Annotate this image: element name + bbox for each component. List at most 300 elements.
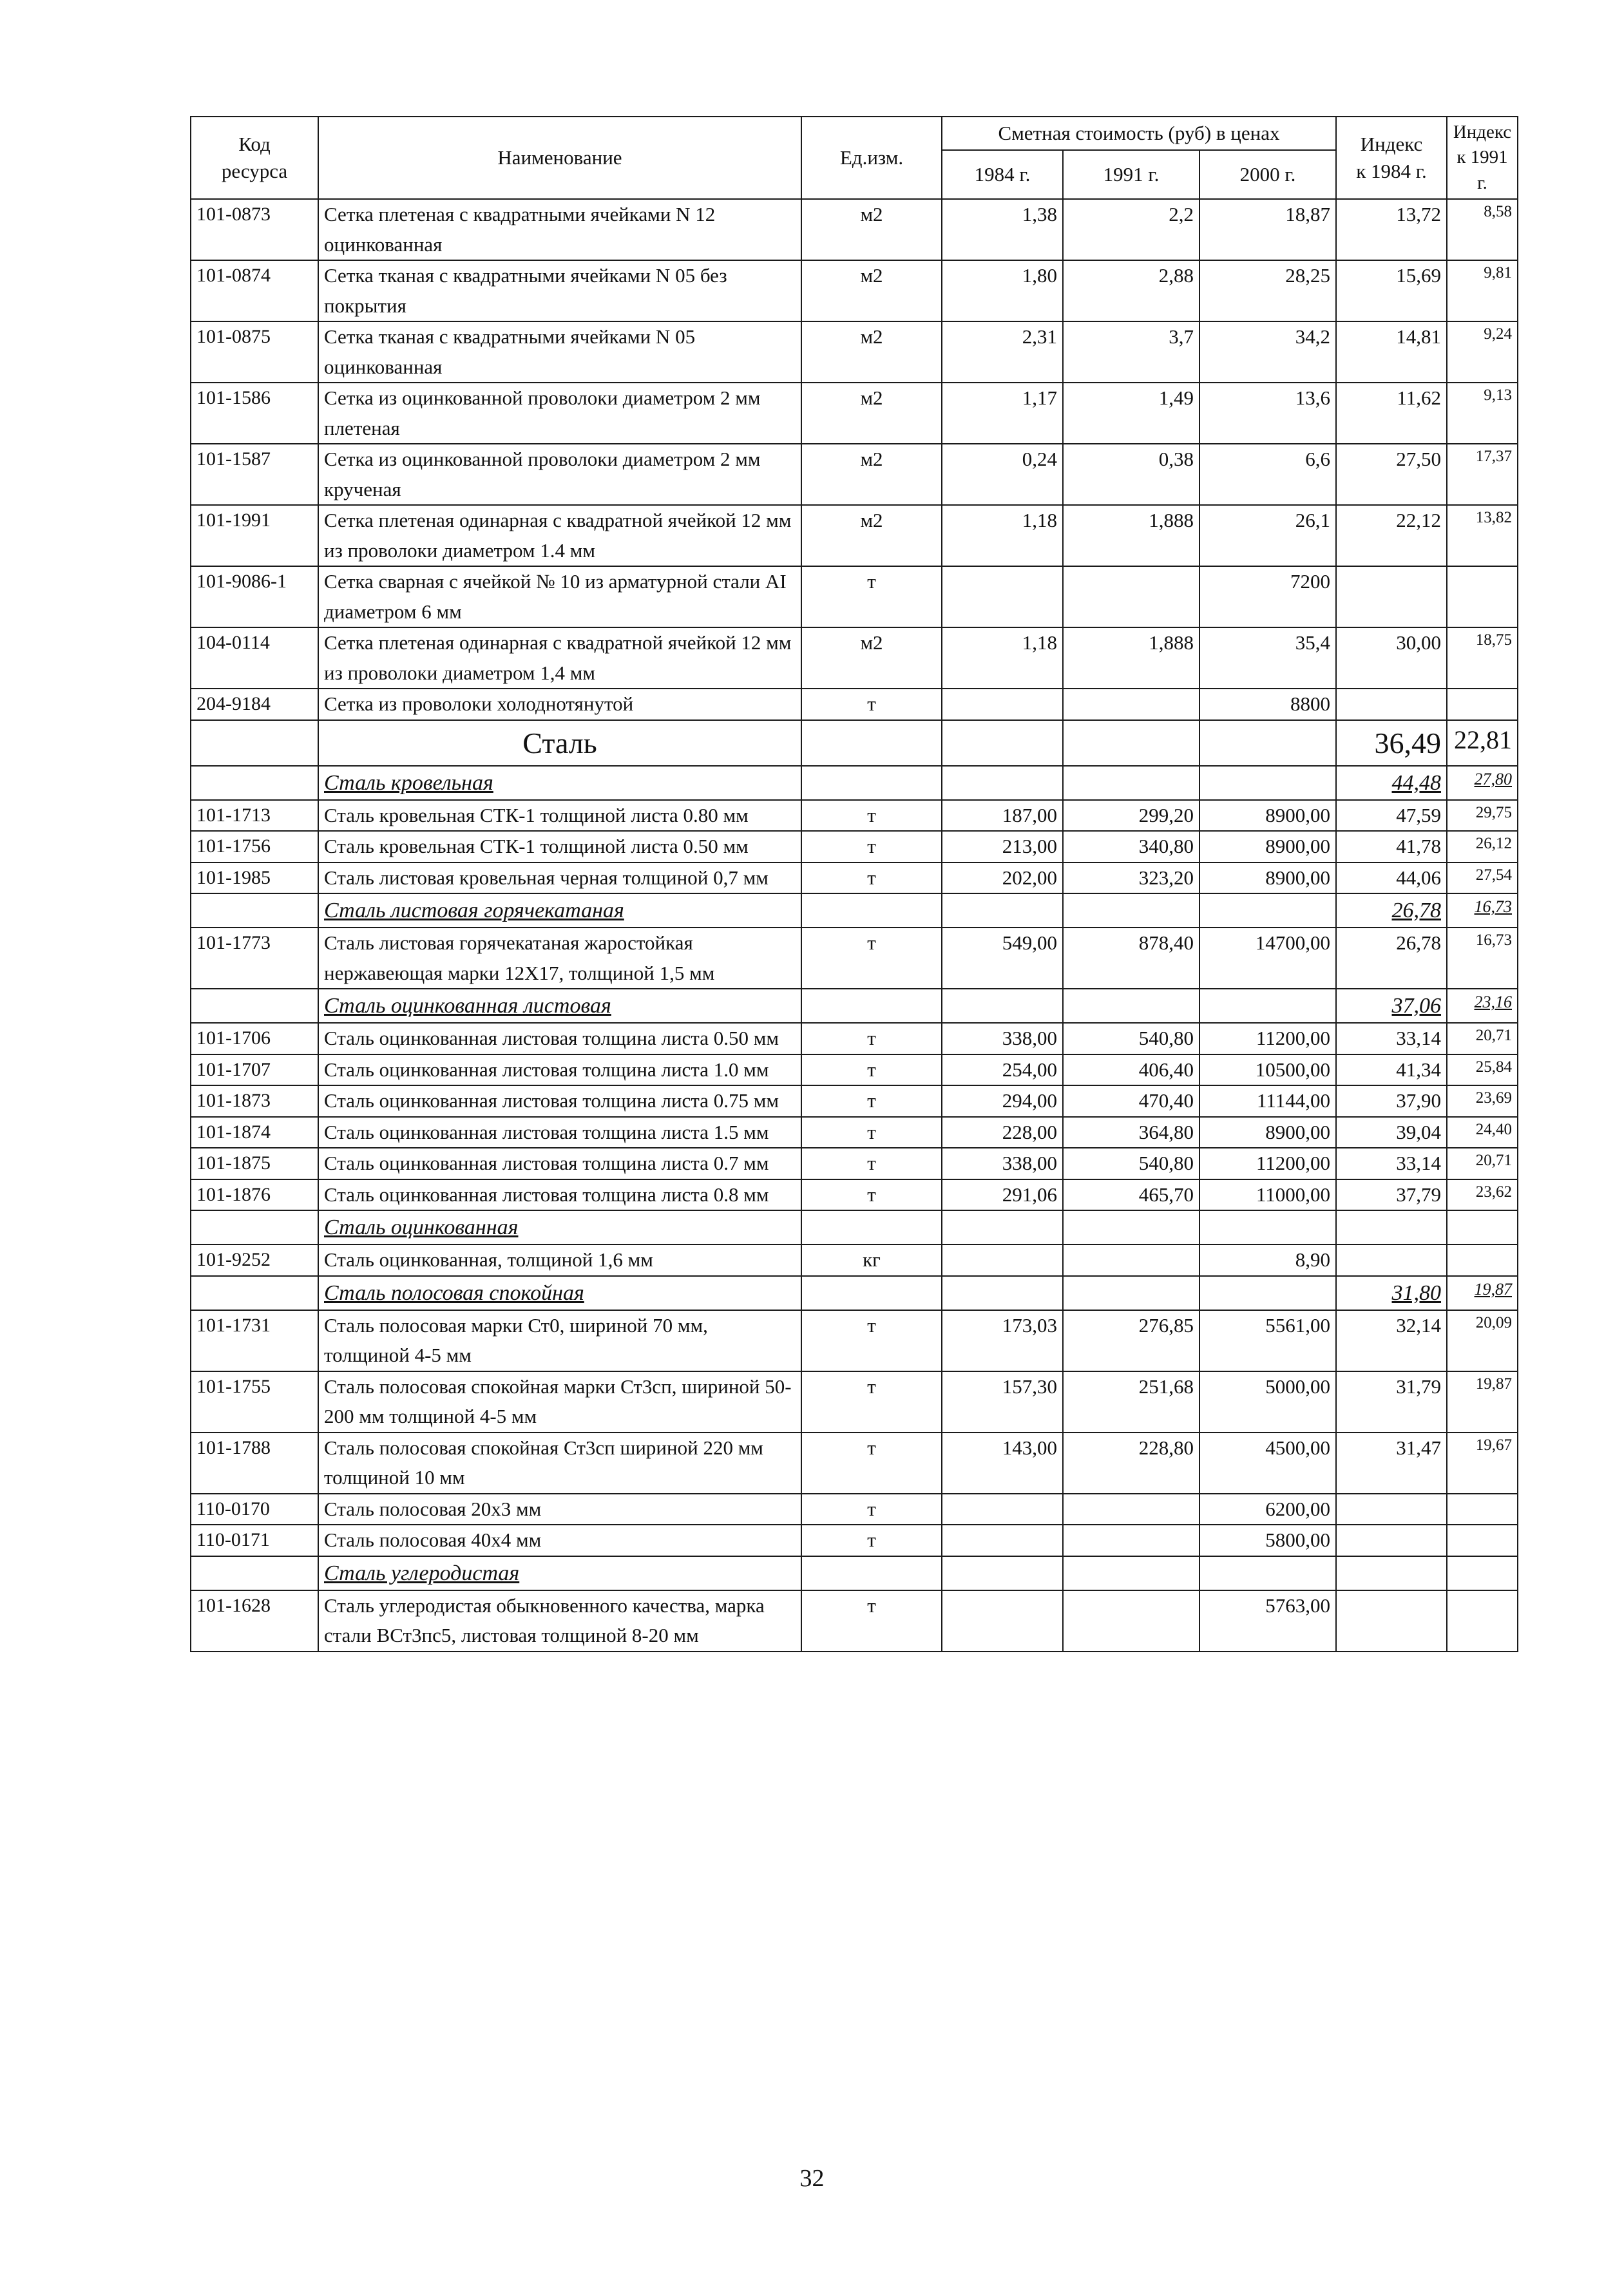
table-row (191, 1244, 1518, 1276)
resource-name: Сталь полосовая спокойная Ст3сп шириной 220 мм толщиной 10 мм (318, 1433, 801, 1494)
cost-2000: 6200,00 (1199, 1494, 1336, 1525)
unit-cell: т (801, 831, 942, 862)
resource-name: Сталь оцинкованная листовая толщина листа 0.75 мм (318, 1085, 801, 1117)
cost-2000: 26,1 (1199, 505, 1336, 566)
resource-code: 101-1985 (191, 862, 318, 894)
resource-code: 101-1876 (191, 1179, 318, 1211)
cost-2000: 28,25 (1199, 260, 1336, 321)
cost-1991: 340,80 (1063, 831, 1199, 862)
cost-1991: 540,80 (1063, 1023, 1199, 1054)
index-1984: 11,62 (1336, 383, 1447, 444)
index-1984: 30,00 (1336, 627, 1447, 689)
header-year-1984: 1984 г. (942, 150, 1063, 199)
cost-1991: 2,2 (1063, 199, 1199, 260)
resource-name: Сталь полосовая 20х3 мм (318, 1494, 801, 1525)
index-1991: 9,81 (1447, 260, 1518, 321)
subsection-spacer (801, 766, 942, 800)
resource-name: Сетка из оцинкованной проволоки диаметром 2 мм крученая (318, 444, 801, 505)
header-unit: Ед.изм. (801, 117, 942, 199)
index-1991: 27,54 (1447, 862, 1518, 894)
subsection-index-1984: 26,78 (1336, 893, 1447, 928)
cost-1984: 1,17 (942, 383, 1063, 444)
cost-1991: 1,49 (1063, 383, 1199, 444)
index-1991: 23,69 (1447, 1085, 1518, 1117)
index-1984: 44,06 (1336, 862, 1447, 894)
index-1991: 24,40 (1447, 1117, 1518, 1148)
resource-code: 101-1756 (191, 831, 318, 862)
cost-1991: 228,80 (1063, 1433, 1199, 1494)
resource-name: Сталь оцинкованная, толщиной 1,6 мм (318, 1244, 801, 1276)
subsection-spacer (942, 766, 1063, 800)
index-1991: 9,24 (1447, 321, 1518, 383)
cost-1991: 470,40 (1063, 1085, 1199, 1117)
table-row (191, 1023, 1518, 1054)
resource-code: 101-0873 (191, 199, 318, 260)
table-row (191, 862, 1518, 894)
cost-2000: 8,90 (1199, 1244, 1336, 1276)
table-row (191, 1590, 1518, 1652)
subsection-spacer (801, 1276, 942, 1310)
section-spacer (942, 720, 1063, 766)
index-1991: 25,84 (1447, 1054, 1518, 1086)
section-index-1991: 22,81 (1447, 720, 1518, 766)
resource-code: 101-1731 (191, 1310, 318, 1371)
index-1991 (1447, 689, 1518, 720)
unit-cell: т (801, 1117, 942, 1148)
table-row (191, 627, 1518, 689)
index-1984: 33,14 (1336, 1023, 1447, 1054)
cost-1991: 2,88 (1063, 260, 1199, 321)
index-1984: 14,81 (1336, 321, 1447, 383)
resource-code: 101-1788 (191, 1433, 318, 1494)
cost-1991 (1063, 1525, 1199, 1556)
table-row (191, 1148, 1518, 1179)
index-1991: 26,12 (1447, 831, 1518, 862)
cost-1984: 338,00 (942, 1148, 1063, 1179)
index-1991: 20,09 (1447, 1310, 1518, 1371)
unit-cell: т (801, 689, 942, 720)
index-1984 (1336, 566, 1447, 627)
table-row (191, 199, 1518, 260)
subsection-spacer (1199, 989, 1336, 1023)
index-1984 (1336, 1590, 1447, 1652)
table-row (191, 689, 1518, 720)
unit-cell: м2 (801, 627, 942, 689)
section-spacer (1199, 720, 1336, 766)
cost-1991: 406,40 (1063, 1054, 1199, 1086)
resource-code: 101-9252 (191, 1244, 318, 1276)
cost-1984: 338,00 (942, 1023, 1063, 1054)
resource-code: 101-1874 (191, 1117, 318, 1148)
unit-cell: т (801, 1023, 942, 1054)
cost-1991 (1063, 1590, 1199, 1652)
cost-2000: 8900,00 (1199, 831, 1336, 862)
table-header (191, 117, 1518, 199)
cost-1984: 143,00 (942, 1433, 1063, 1494)
index-1984 (1336, 1244, 1447, 1276)
index-1984: 47,59 (1336, 800, 1447, 832)
cost-2000: 7200 (1199, 566, 1336, 627)
cost-2000: 5763,00 (1199, 1590, 1336, 1652)
subsection-row (191, 1276, 1518, 1310)
resource-code: 101-1873 (191, 1085, 318, 1117)
cost-1984: 213,00 (942, 831, 1063, 862)
index-1984 (1336, 1525, 1447, 1556)
index-1984: 15,69 (1336, 260, 1447, 321)
table-row (191, 1310, 1518, 1371)
table-row (191, 505, 1518, 566)
resource-name: Сетка плетеная с квадратными ячейками N 12 оцинкованная (318, 199, 801, 260)
index-1991 (1447, 1494, 1518, 1525)
subsection-spacer (191, 766, 318, 800)
resource-name: Сталь оцинкованная листовая толщина листа 0.50 мм (318, 1023, 801, 1054)
header-name: Наименование (318, 117, 801, 199)
index-1984: 37,79 (1336, 1179, 1447, 1211)
table-row (191, 1179, 1518, 1211)
subsection-spacer (1063, 1556, 1199, 1590)
index-1991: 8,58 (1447, 199, 1518, 260)
unit-cell: м2 (801, 444, 942, 505)
unit-cell: т (801, 1085, 942, 1117)
subsection-title: Сталь оцинкованная листовая (318, 989, 801, 1023)
cost-2000: 11000,00 (1199, 1179, 1336, 1211)
subsection-index-1984: 37,06 (1336, 989, 1447, 1023)
resource-name: Сетка плетеная одинарная с квадратной ячейкой 12 мм из проволоки диаметром 1.4 мм (318, 505, 801, 566)
cost-1991: 878,40 (1063, 928, 1199, 989)
resource-code: 101-0875 (191, 321, 318, 383)
cost-1984: 1,80 (942, 260, 1063, 321)
cost-1984: 202,00 (942, 862, 1063, 894)
subsection-spacer (801, 1556, 942, 1590)
cost-1984 (942, 1244, 1063, 1276)
subsection-spacer (1063, 893, 1199, 928)
index-1984: 31,47 (1336, 1433, 1447, 1494)
cost-2000: 11200,00 (1199, 1148, 1336, 1179)
unit-cell: м2 (801, 383, 942, 444)
index-1984 (1336, 1494, 1447, 1525)
subsection-spacer (1199, 1556, 1336, 1590)
table-row (191, 831, 1518, 862)
cost-1984 (942, 1590, 1063, 1652)
cost-1984: 294,00 (942, 1085, 1063, 1117)
subsection-index-1991: 19,87 (1447, 1276, 1518, 1310)
cost-1984 (942, 566, 1063, 627)
subsection-index-1991: 27,80 (1447, 766, 1518, 800)
subsection-spacer (191, 893, 318, 928)
resource-name: Сталь оцинкованная листовая толщина листа 1.5 мм (318, 1117, 801, 1148)
subsection-title: Сталь кровельная (318, 766, 801, 800)
subsection-index-1984 (1336, 1556, 1447, 1590)
cost-2000: 5561,00 (1199, 1310, 1336, 1371)
index-1984: 22,12 (1336, 505, 1447, 566)
unit-cell: т (801, 1525, 942, 1556)
subsection-row (191, 1210, 1518, 1244)
subsection-index-1991 (1447, 1556, 1518, 1590)
resource-name: Сетка сварная с ячейкой № 10 из арматурной стали AI диаметром 6 мм (318, 566, 801, 627)
resource-name: Сталь листовая горячекатаная жаростойкая нержавеющая марки 12Х17, толщиной 1,5 мм (318, 928, 801, 989)
resource-name: Сетка тканая с квадратными ячейками N 05 без покрытия (318, 260, 801, 321)
resource-name: Сталь листовая кровельная черная толщиной 0,7 мм (318, 862, 801, 894)
subsection-spacer (942, 989, 1063, 1023)
index-1991 (1447, 1244, 1518, 1276)
cost-1991 (1063, 566, 1199, 627)
cost-1991 (1063, 1244, 1199, 1276)
price-table (190, 116, 1518, 1652)
index-1984: 13,72 (1336, 199, 1447, 260)
subsection-spacer (1063, 1276, 1199, 1310)
cost-1984: 2,31 (942, 321, 1063, 383)
resource-code: 204-9184 (191, 689, 318, 720)
cost-2000: 35,4 (1199, 627, 1336, 689)
resource-name: Сетка плетеная одинарная с квадратной ячейкой 12 мм из проволоки диаметром 1,4 мм (318, 627, 801, 689)
resource-name: Сталь оцинкованная листовая толщина листа 0.8 мм (318, 1179, 801, 1211)
resource-name: Сетка тканая с квадратными ячейками N 05 оцинкованная (318, 321, 801, 383)
resource-name: Сталь оцинкованная листовая толщина листа 0.7 мм (318, 1148, 801, 1179)
subsection-title: Сталь оцинкованная (318, 1210, 801, 1244)
table-row (191, 1371, 1518, 1433)
cost-1984: 1,18 (942, 505, 1063, 566)
index-1984: 27,50 (1336, 444, 1447, 505)
cost-1984: 0,24 (942, 444, 1063, 505)
cost-2000: 34,2 (1199, 321, 1336, 383)
index-1984: 32,14 (1336, 1310, 1447, 1371)
index-1991: 20,71 (1447, 1023, 1518, 1054)
table-row (191, 1117, 1518, 1148)
subsection-index-1991 (1447, 1210, 1518, 1244)
cost-1984: 173,03 (942, 1310, 1063, 1371)
subsection-spacer (1199, 1276, 1336, 1310)
resource-name: Сталь полосовая 40х4 мм (318, 1525, 801, 1556)
subsection-index-1991: 23,16 (1447, 989, 1518, 1023)
table-row (191, 1494, 1518, 1525)
header-year-2000: 2000 г. (1199, 150, 1336, 199)
cost-2000: 11144,00 (1199, 1085, 1336, 1117)
header-index-1984: Индекс к 1984 г. (1336, 117, 1447, 199)
unit-cell: т (801, 928, 942, 989)
index-1984: 41,34 (1336, 1054, 1447, 1086)
resource-name: Сталь углеродистая обыкновенного качества, марка стали ВСт3пс5, листовая толщиной 8-20 мм (318, 1590, 801, 1652)
unit-cell: т (801, 1494, 942, 1525)
subsection-spacer (191, 1556, 318, 1590)
cost-2000: 8800 (1199, 689, 1336, 720)
index-1991 (1447, 1525, 1518, 1556)
resource-code: 101-1991 (191, 505, 318, 566)
unit-cell: т (801, 1148, 942, 1179)
resource-code: 101-1713 (191, 800, 318, 832)
header-year-1991: 1991 г. (1063, 150, 1199, 199)
subsection-spacer (942, 893, 1063, 928)
subsection-spacer (942, 1276, 1063, 1310)
cost-1984 (942, 1494, 1063, 1525)
subsection-index-1984: 44,48 (1336, 766, 1447, 800)
resource-code: 101-1628 (191, 1590, 318, 1652)
subsection-spacer (801, 989, 942, 1023)
table-row (191, 260, 1518, 321)
cost-1984: 187,00 (942, 800, 1063, 832)
cost-1984 (942, 689, 1063, 720)
unit-cell: т (801, 862, 942, 894)
table-body (191, 199, 1518, 1652)
table-row (191, 444, 1518, 505)
table-row (191, 383, 1518, 444)
table-row (191, 321, 1518, 383)
subsection-spacer (942, 1556, 1063, 1590)
resource-code: 110-0171 (191, 1525, 318, 1556)
unit-cell: т (801, 566, 942, 627)
section-spacer (191, 720, 318, 766)
cost-1991: 465,70 (1063, 1179, 1199, 1211)
cost-1991: 1,888 (1063, 627, 1199, 689)
index-1991: 18,75 (1447, 627, 1518, 689)
cost-1991: 0,38 (1063, 444, 1199, 505)
subsection-title: Сталь углеродистая (318, 1556, 801, 1590)
section-spacer (1063, 720, 1199, 766)
cost-1984: 291,06 (942, 1179, 1063, 1211)
resource-code: 101-1707 (191, 1054, 318, 1086)
index-1991: 29,75 (1447, 800, 1518, 832)
index-1991: 19,87 (1447, 1371, 1518, 1433)
cost-1991: 1,888 (1063, 505, 1199, 566)
section-spacer (801, 720, 942, 766)
subsection-spacer (1063, 766, 1199, 800)
subsection-title: Сталь полосовая спокойная (318, 1276, 801, 1310)
subsection-title: Сталь листовая горячекатаная (318, 893, 801, 928)
table-row (191, 1085, 1518, 1117)
table-row (191, 566, 1518, 627)
index-1991: 17,37 (1447, 444, 1518, 505)
index-1984: 39,04 (1336, 1117, 1447, 1148)
subsection-row (191, 989, 1518, 1023)
cost-2000: 4500,00 (1199, 1433, 1336, 1494)
unit-cell: м2 (801, 505, 942, 566)
cost-1991: 323,20 (1063, 862, 1199, 894)
cost-1984: 254,00 (942, 1054, 1063, 1086)
index-1991 (1447, 1590, 1518, 1652)
section-title: Сталь (318, 720, 801, 766)
index-1984: 41,78 (1336, 831, 1447, 862)
resource-code: 101-0874 (191, 260, 318, 321)
table-row (191, 928, 1518, 989)
resource-code: 104-0114 (191, 627, 318, 689)
index-1991 (1447, 566, 1518, 627)
resource-name: Сталь оцинкованная листовая толщина листа 1.0 мм (318, 1054, 801, 1086)
cost-1991: 3,7 (1063, 321, 1199, 383)
subsection-spacer (191, 1210, 318, 1244)
cost-1991: 276,85 (1063, 1310, 1199, 1371)
unit-cell: т (801, 1433, 942, 1494)
index-1984: 33,14 (1336, 1148, 1447, 1179)
resource-name: Сетка из оцинкованной проволоки диаметром 2 мм плетеная (318, 383, 801, 444)
subsection-spacer (801, 1210, 942, 1244)
header-cost-group: Сметная стоимость (руб) в ценах (942, 117, 1336, 150)
unit-cell: м2 (801, 260, 942, 321)
header-code: Код ресурса (191, 117, 318, 199)
subsection-spacer (1199, 893, 1336, 928)
cost-2000: 6,6 (1199, 444, 1336, 505)
index-1984: 26,78 (1336, 928, 1447, 989)
unit-cell: т (801, 1371, 942, 1433)
subsection-spacer (942, 1210, 1063, 1244)
resource-code: 101-1587 (191, 444, 318, 505)
unit-cell: кг (801, 1244, 942, 1276)
cost-1991 (1063, 689, 1199, 720)
resource-code: 101-1773 (191, 928, 318, 989)
resource-name: Сталь кровельная СТК-1 толщиной листа 0.80 мм (318, 800, 801, 832)
cost-1991: 299,20 (1063, 800, 1199, 832)
cost-2000: 8900,00 (1199, 862, 1336, 894)
subsection-index-1984: 31,80 (1336, 1276, 1447, 1310)
unit-cell: т (801, 1310, 942, 1371)
index-1984: 31,79 (1336, 1371, 1447, 1433)
table-row (191, 1525, 1518, 1556)
resource-code: 101-1755 (191, 1371, 318, 1433)
table-row (191, 1054, 1518, 1086)
unit-cell: м2 (801, 321, 942, 383)
subsection-spacer (1063, 1210, 1199, 1244)
cost-2000: 8900,00 (1199, 1117, 1336, 1148)
cost-2000: 5800,00 (1199, 1525, 1336, 1556)
subsection-spacer (801, 893, 942, 928)
resource-name: Сетка из проволоки холоднотянутой (318, 689, 801, 720)
cost-2000: 10500,00 (1199, 1054, 1336, 1086)
resource-code: 101-1586 (191, 383, 318, 444)
table-row (191, 800, 1518, 832)
index-1984: 37,90 (1336, 1085, 1447, 1117)
unit-cell: т (801, 800, 942, 832)
index-1991: 9,13 (1447, 383, 1518, 444)
subsection-spacer (1199, 766, 1336, 800)
section-row (191, 720, 1518, 766)
index-1984 (1336, 689, 1447, 720)
unit-cell: т (801, 1179, 942, 1211)
cost-1984: 1,18 (942, 627, 1063, 689)
resource-name: Сталь полосовая спокойная марки Ст3сп, шириной 50-200 мм толщиной 4-5 мм (318, 1371, 801, 1433)
resource-code: 101-1875 (191, 1148, 318, 1179)
resource-code: 101-1706 (191, 1023, 318, 1054)
index-1991: 13,82 (1447, 505, 1518, 566)
cost-2000: 8900,00 (1199, 800, 1336, 832)
index-1991: 19,67 (1447, 1433, 1518, 1494)
section-index-1984: 36,49 (1336, 720, 1447, 766)
cost-2000: 13,6 (1199, 383, 1336, 444)
cost-2000: 11200,00 (1199, 1023, 1336, 1054)
cost-2000: 18,87 (1199, 199, 1336, 260)
resource-name: Сталь полосовая марки Ст0, шириной 70 мм, толщиной 4-5 мм (318, 1310, 801, 1371)
resource-code: 110-0170 (191, 1494, 318, 1525)
cost-1991: 364,80 (1063, 1117, 1199, 1148)
subsection-spacer (191, 1276, 318, 1310)
subsection-index-1991: 16,73 (1447, 893, 1518, 928)
resource-name: Сталь кровельная СТК-1 толщиной листа 0.50 мм (318, 831, 801, 862)
subsection-row (191, 893, 1518, 928)
resource-code: 101-9086-1 (191, 566, 318, 627)
cost-2000: 14700,00 (1199, 928, 1336, 989)
page-number: 32 (799, 2165, 825, 2192)
index-1991: 23,62 (1447, 1179, 1518, 1211)
cost-1984 (942, 1525, 1063, 1556)
index-1991: 20,71 (1447, 1148, 1518, 1179)
subsection-row (191, 766, 1518, 800)
unit-cell: т (801, 1054, 942, 1086)
subsection-spacer (1199, 1210, 1336, 1244)
unit-cell: т (801, 1590, 942, 1652)
header-index-1991: Индекс к 1991 г. (1447, 117, 1518, 199)
cost-1984: 549,00 (942, 928, 1063, 989)
cost-1984: 228,00 (942, 1117, 1063, 1148)
cost-1991: 540,80 (1063, 1148, 1199, 1179)
subsection-spacer (191, 989, 318, 1023)
cost-2000: 5000,00 (1199, 1371, 1336, 1433)
